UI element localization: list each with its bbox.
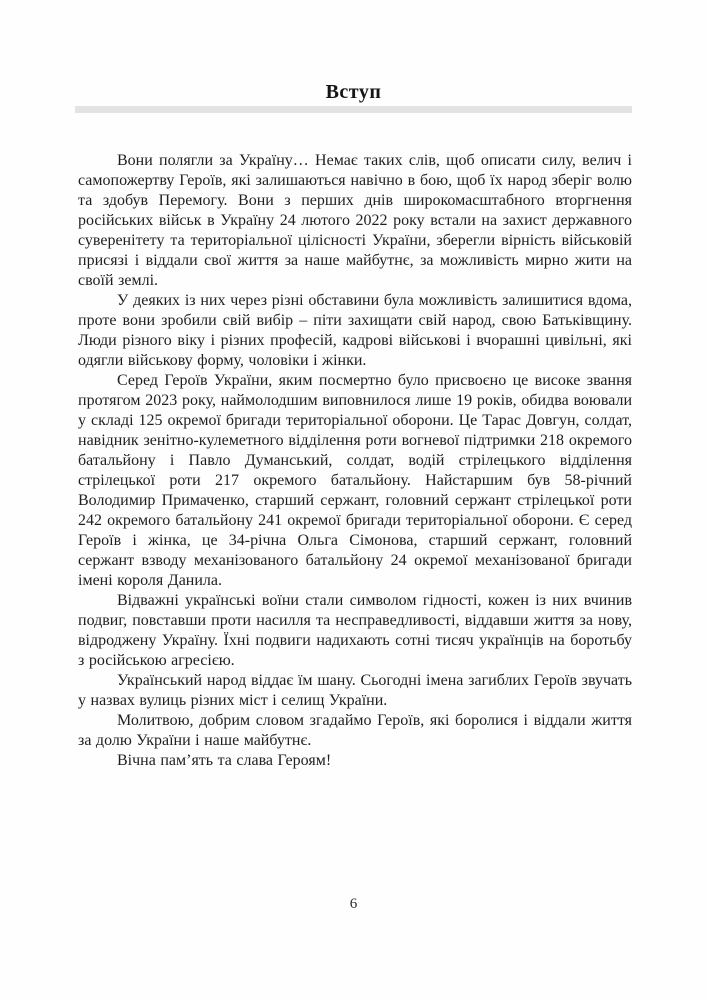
paragraph: Відважні українські воїни стали символом гідності, кожен із них вчинив подвиг, повставши проти насилля та несправедливості, віддавши життя за нову, відроджену Україну. Їхні подвиги надихають сотні тисяч українців на боротьбу з російською агресією. (78, 592, 632, 669)
page-number: 6 (349, 896, 358, 912)
paragraph: Молитвою, добрим словом згадаймо Героїв, які боролися і віддали життя за долю України і наше майбутнє. (78, 712, 632, 749)
scan-artifact-band (75, 106, 632, 113)
paragraph: Український народ віддає їм шану. Сьогодні імена загиблих Героїв звучать у назвах вулиць різних міст і селищ України. (78, 672, 632, 709)
paragraph: Серед Героїв України, яким посмертно було присвоєно це високе звання протягом 2023 року, наймолодшим виповнилося лише 19 років, обидва воювали у складі 125 окремої бригади територіальної оборони. Це Тарас Довгун, солдат, навідник зенітно-кулеметного відділення роти вогневої підтримки 218 окремого батальйону і Павло Думанський, солдат, водій стрілецького відділення стрілецької роти 217 окремого батальйону. Найстаршим був 58-річний Володимир Примаченко, старший сержант, головний сержант стрілецької роти 242 окремого батальйону 241 окремої бригади територіальної оборони. Є серед Героїв і жінка, це 34-річна Ольга Сімонова, старший сержант, головний сержант взводу механізованого батальйону 24 окремої механізованої бригади імені короля Данила. (78, 372, 632, 589)
paragraph: Вічна пам’ять та слава Героям! (117, 752, 332, 769)
paragraph: Вони полягли за Україну… Немає таких слів, щоб описати силу, велич і самопожертву Героїв, які залишаються навічно в бою, щоб їх народ зберіг волю та здобув Перемогу. Вони з перших днів широкомасштабного вторгнення російських військ в Україну 24 лютого 2022 року встали на захист державного суверенітету та територіальної цілісності України, зберегли вірність військовій присязі і віддали свої життя за наше майбутнє, за можливість мирно жити на своїй землі. (78, 152, 632, 289)
paragraph: У деяких із них через різні обставини була можливість залишитися вдома, проте вони зробили свій вибір – піти захищати свій народ, свою Батьківщину. Люди різного віку і різних професій, кадрові військові і вчорашні цивільні, які одягли військову форму, чоловіки і жінки. (78, 292, 632, 369)
chapter-title: Вступ (325, 81, 382, 103)
body-text (78, 151, 632, 771)
